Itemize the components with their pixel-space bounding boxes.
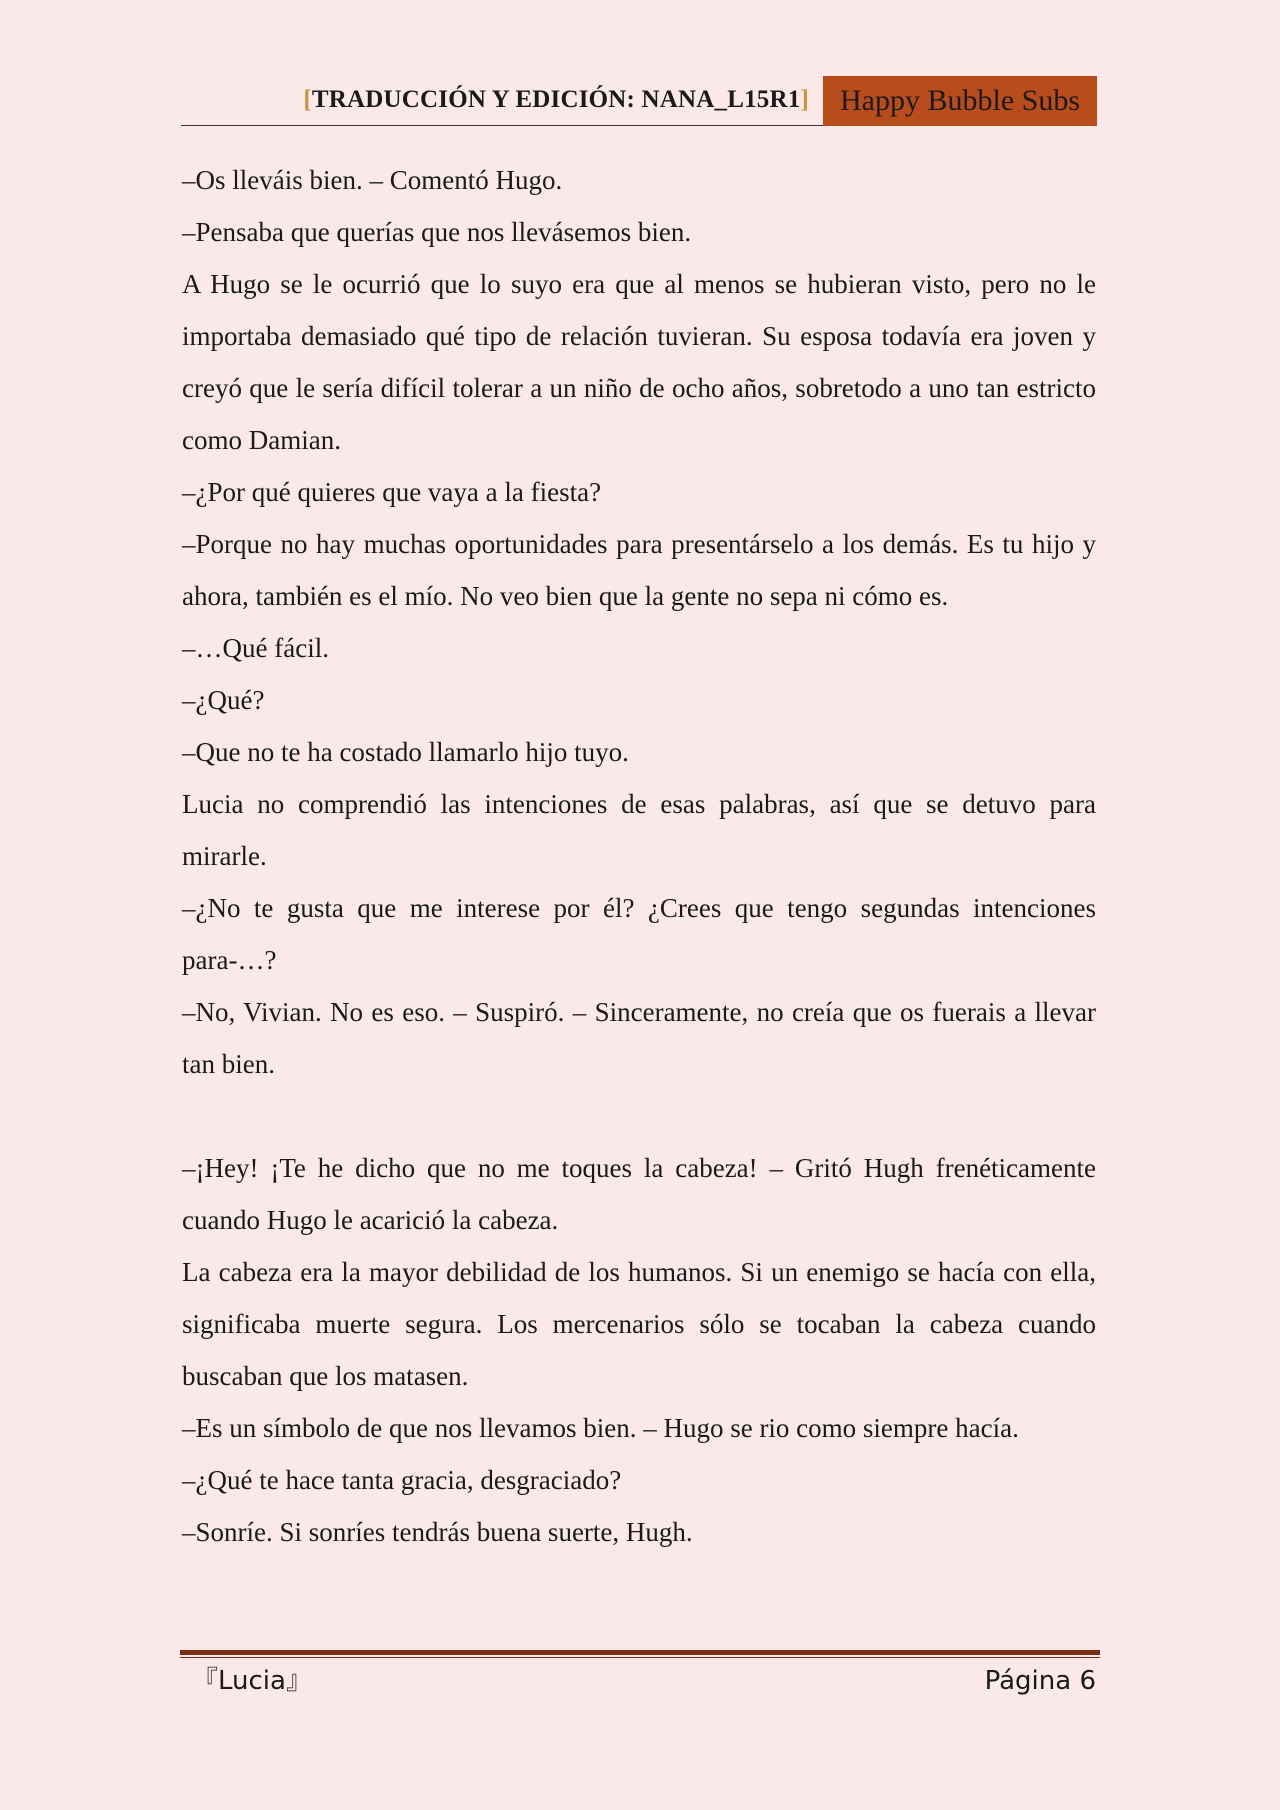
paragraph: –Es un símbolo de que nos llevamos bien. – Hugo se rio como siempre hacía. (182, 1413, 1019, 1443)
paragraph: –Pensaba que querías que nos llevásemos bien. (182, 217, 692, 247)
paragraph: –…Qué fácil. (182, 633, 329, 663)
paragraph: –¿Por qué quieres que vaya a la fiesta? (182, 477, 602, 507)
footer-book-title: 『Lucia』 (192, 1666, 312, 1696)
paragraph: –¿No te gusta que me interese por él? ¿Crees que tengo segundas intenciones para-…? (182, 893, 1096, 975)
footer-rule-thin (180, 1657, 1100, 1658)
paragraph: –¡Hey! ¡Te he dicho que no me toques la cabeza! – Gritó Hugh frenéticamente cuando Hugo le acarició la cabeza. (182, 1153, 1096, 1235)
credit-bracket-close: ] (800, 86, 809, 113)
paragraph: –¿Qué te hace tanta gracia, desgraciado? (182, 1465, 622, 1495)
credit-text: TRADUCCIÓN Y EDICIÓN: NANA_L15R1 (311, 86, 801, 113)
header-rule (181, 125, 823, 126)
paragraph: –Os lleváis bien. – Comentó Hugo. (182, 165, 563, 195)
section-break (182, 1090, 1096, 1142)
paragraph: La cabeza era la mayor debilidad de los humanos. Si un enemigo se hacía con ella, significaba muerte segura. Los mercenarios sólo se tocaban la cabeza cuando buscaban que los matasen. (182, 1257, 1096, 1391)
paragraph: –¿Qué? (182, 685, 265, 715)
paragraph: –Porque no hay muchas oportunidades para presentárselo a los demás. Es tu hijo y ahora, también es el mío. No veo bien que la gente no sepa ni cómo es. (182, 529, 1096, 611)
credit-bracket-open: [ (303, 86, 312, 113)
brand-label: Happy Bubble Subs (823, 76, 1097, 126)
page-number: Página 6 (984, 1666, 1096, 1696)
paragraph: A Hugo se le ocurrió que lo suyo era que al menos se hubieran visto, pero no le importaba demasiado qué tipo de relación tuvieran. Su esposa todavía era joven y creyó que le sería difícil tolerar a un niño de ocho años, sobretodo a uno tan estricto como Damian. (182, 269, 1096, 455)
paragraph: –Sonríe. Si sonríes tendrás buena suerte, Hugh. (182, 1517, 693, 1547)
translation-credit (303, 86, 809, 114)
paragraph: –Que no te ha costado llamarlo hijo tuyo. (182, 737, 629, 767)
paragraph: –No, Vivian. No es eso. – Suspiró. – Sinceramente, no creía que os fuerais a llevar tan bien. (182, 997, 1096, 1079)
page-body (182, 154, 1096, 1558)
paragraph: Lucia no comprendió las intenciones de esas palabras, así que se detuvo para mirarle. (182, 789, 1096, 871)
footer-rule (180, 1650, 1100, 1655)
page-header (181, 76, 1097, 126)
